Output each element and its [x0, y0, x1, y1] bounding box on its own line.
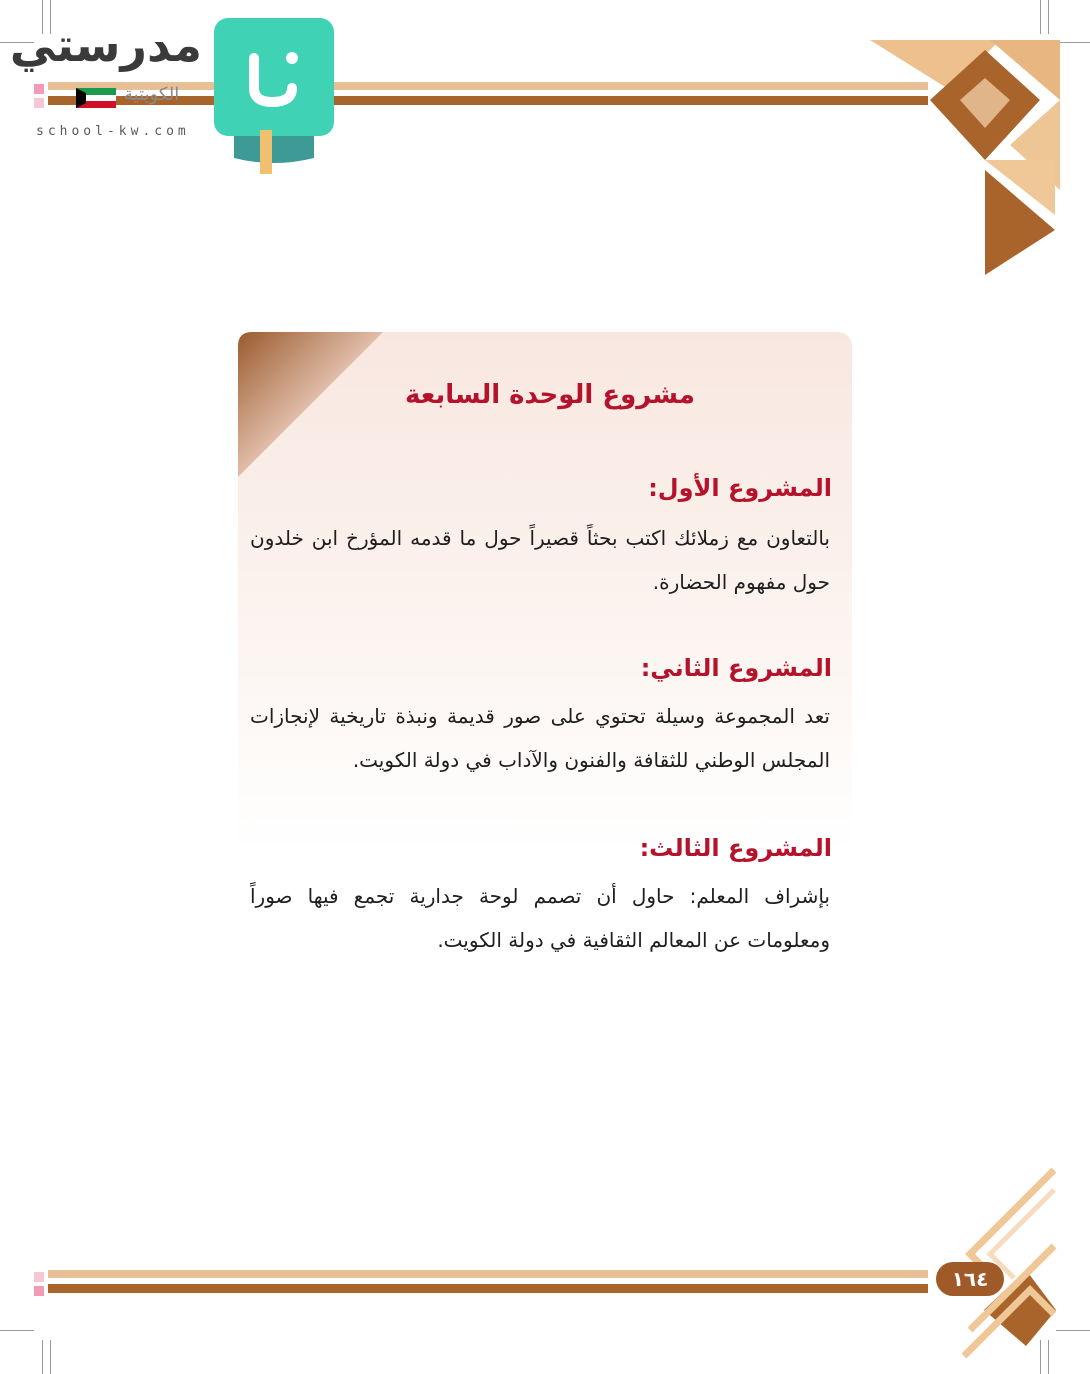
logo-url: school-kw.com	[36, 124, 190, 139]
crop-mark	[0, 1330, 34, 1331]
logo-subtitle: الكويتية	[124, 84, 180, 105]
project-3-heading: المشروع الثالث:	[639, 834, 832, 862]
logo-title: مدرستي	[9, 18, 202, 72]
project-3-text: بإشراف المعلم: حاول أن تصمم لوحة جدارية تجمع فيها صوراً ومعلومات عن المعالم الثقافية في دولة الكويت.	[250, 884, 830, 952]
footer-band-light	[48, 1270, 928, 1278]
project-1-text: بالتعاون مع زملائك اكتب بحثاً قصيراً حول ما قدمه المؤرخ ابن خلدون حول مفهوم الحضارة.	[250, 526, 830, 594]
header-band-light	[48, 82, 928, 90]
kuwait-flag-icon	[76, 88, 116, 108]
header-band-dark	[48, 96, 928, 105]
project-1-heading: المشروع الأول:	[648, 474, 832, 502]
page-number: ١٦٤	[936, 1262, 1004, 1296]
crop-mark	[50, 1340, 51, 1374]
project-2-text: تعد المجموعة وسيلة تحتوي على صور قديمة ونبذة تاريخية لإنجازات المجلس الوطني للثقافة والفنون والآداب في دولة الكويت.	[250, 704, 830, 772]
unit-title: مشروع الوحدة السابعة	[405, 380, 695, 410]
pink-square	[34, 1286, 44, 1296]
logo-book-icon	[212, 18, 336, 178]
pink-square	[34, 1272, 44, 1282]
project-2-heading: المشروع الثاني:	[640, 654, 832, 682]
pink-square	[34, 84, 44, 94]
pink-square	[34, 98, 44, 108]
card-corner-ribbon	[238, 332, 398, 492]
footer-band-dark	[48, 1284, 928, 1293]
crop-mark	[42, 1340, 43, 1374]
corner-decoration-top	[860, 20, 1090, 280]
